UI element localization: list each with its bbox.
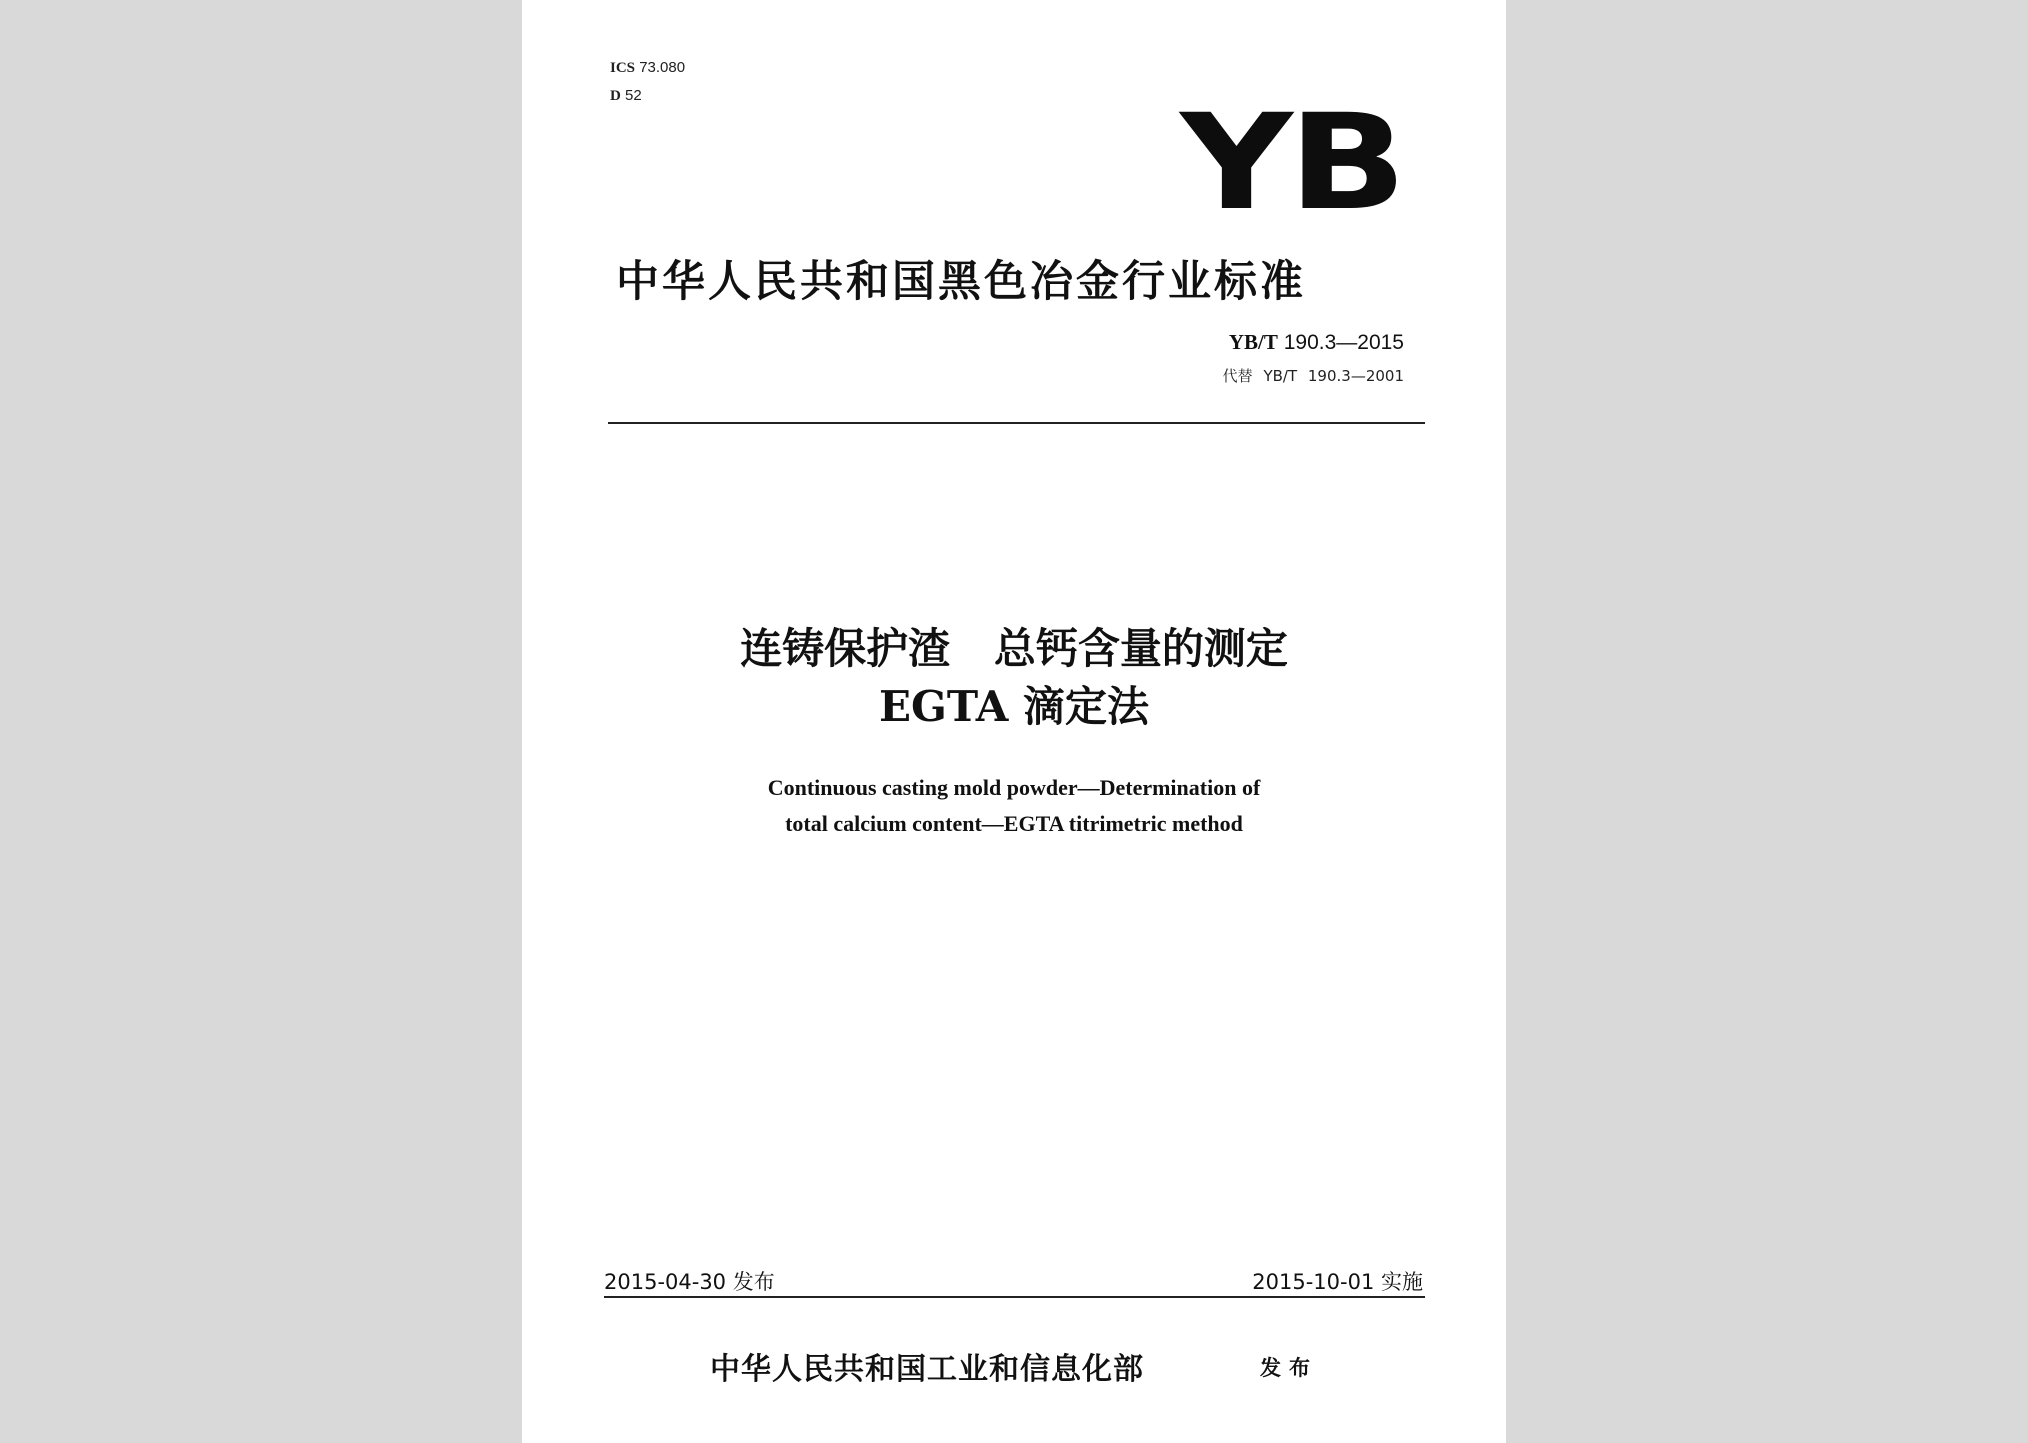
ccs-label: D <box>610 88 621 104</box>
standard-prefix: YB/T <box>1228 330 1278 354</box>
replaces-label: 代替 <box>1222 367 1253 385</box>
chinese-title <box>522 620 1506 736</box>
ccs-number: 52 <box>625 87 642 104</box>
issue-action: 发布 <box>1260 1356 1318 1380</box>
document-page <box>522 0 1506 1443</box>
replaces-number: YB/T 190.3—2001 <box>1263 367 1404 385</box>
standard-code: 190.3—2015 <box>1283 331 1404 354</box>
industry-standard-title: 中华人民共和国黑色冶金行业标准 <box>616 257 1306 307</box>
ccs-code <box>610 82 685 110</box>
ics-code <box>610 54 685 82</box>
english-title-line-2: total calcium content—EGTA titrimetric method <box>785 811 1243 836</box>
implementation-date: 2015-10-01 实施 <box>1252 1270 1423 1294</box>
issue-date: 2015-04-30 发布 <box>604 1270 775 1294</box>
replaces-line <box>1223 365 1404 386</box>
chinese-title-line-1: 连铸保护渣 总钙含量的测定 <box>740 624 1288 673</box>
english-title <box>522 770 1506 842</box>
header-divider <box>608 422 1425 424</box>
english-title-line-1: Continuous casting mold powder—Determination of <box>767 775 1261 800</box>
standard-number <box>1229 330 1404 355</box>
classification-codes <box>610 54 685 110</box>
issuing-authority: 中华人民共和国工业和信息化部 <box>710 1352 1144 1387</box>
chinese-title-line-2: EGTA 滴定法 <box>878 682 1150 731</box>
ics-label: ICS <box>610 60 636 76</box>
ics-number: 73.080 <box>639 59 686 76</box>
footer-divider <box>604 1296 1425 1298</box>
yb-logo: YB <box>1179 86 1402 240</box>
